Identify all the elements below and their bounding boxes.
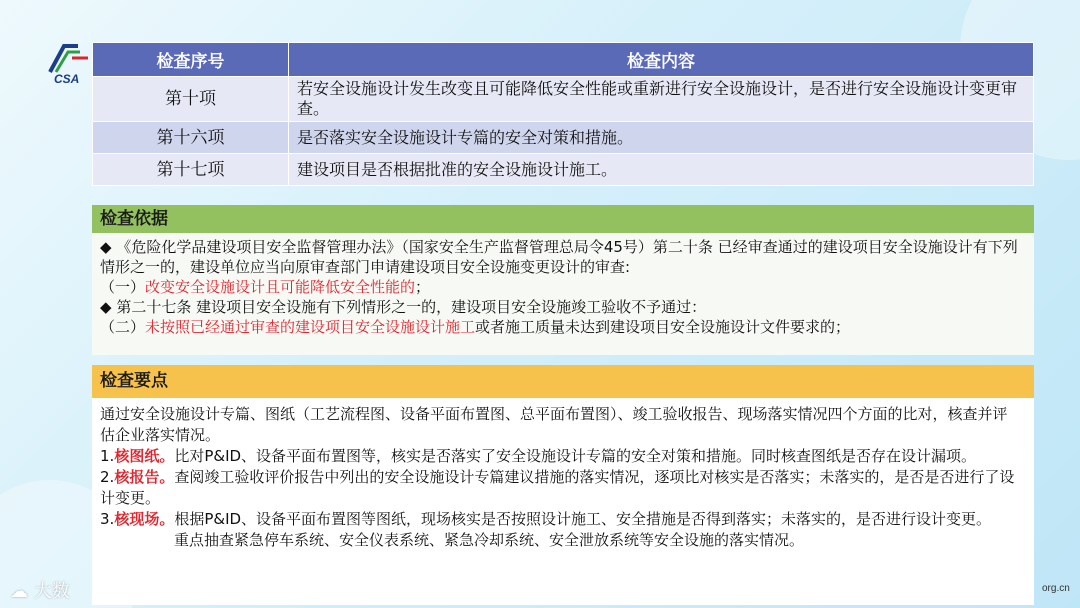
watermark-text: 大数 [33,581,70,602]
basis-line [100,297,1022,317]
basis-rest: 或者施工质量未达到建设项目安全设施设计文件要求的； [475,318,851,336]
basis-body [92,233,1034,337]
key-point-item [100,467,1022,509]
item-number: 3. [100,510,115,528]
basis-title: 检查依据 [92,205,1034,233]
watermark-left [10,577,70,603]
row-content: 若安全设施设计发生改变且可能降低安全性能或重新进行安全设施设计，是否进行安全设施设计变更审查。 [289,77,1034,122]
check-table [92,42,1034,186]
watermark-right: org.cn [1042,583,1070,594]
basis-highlight: 未按照已经通过审查的建设项目安全设施设计施工 [145,318,476,336]
key-points-title: 检查要点 [92,365,1034,398]
logo-text: CSA [54,72,80,84]
item-text: 比对P&ID、设备平面布置图等，核实是否落实了安全设施设计专篇的安全对策和措施。同时核查图纸是否存在设计漏项。 [174,447,977,465]
basis-line [100,277,1022,297]
basis-highlight: 改变安全设施设计且可能降低安全性能的 [145,278,416,296]
basis-text: 《危险化学品建设项目安全监督管理办法》（国家安全生产监督管理总局令45号）第二十条 已经审查通过的建设项目安全设施设计有下列情形之一的，建设单位应当向原审查部门申请建设项目安全设施变更设计的审查: [100,238,1018,276]
row-content: 是否落实安全设施设计专篇的安全对策和措施。 [289,122,1034,154]
watermark-icon: ☁ [10,581,28,602]
item-key: 核报告。 [114,468,175,486]
item-key: 核现场。 [114,510,175,528]
basis-rest: ； [415,278,431,296]
basis-prefix: （二） [100,318,146,336]
table-row [93,77,1034,122]
csa-logo [40,40,96,84]
table-row [93,154,1034,186]
item-key: 核图纸。 [114,447,175,465]
table-row [93,122,1034,154]
header-check-content: 检查内容 [289,43,1034,77]
key-points-body [92,398,1034,551]
basis-text: 第二十七条 建设项目安全设施有下列情形之一的，建设项目安全设施竣工验收不予通过： [116,298,707,316]
row-number: 第十项 [93,77,289,122]
item-number: 2. [100,468,115,486]
key-point-item [100,446,1022,467]
basis-section [92,205,1034,355]
item-number: 1. [100,447,115,465]
key-point-item [100,509,1022,530]
row-number: 第十七项 [93,154,289,186]
diamond-bullet-icon: ◆ [100,238,112,256]
item-text: 根据P&ID、设备平面布置图等图纸，现场核实是否按照设计施工、安全措施是否得到落实；未落实的，是否进行设计变更。 [174,510,992,528]
row-content: 建设项目是否根据批准的安全设施设计施工。 [289,154,1034,186]
item-text: 查阅竣工验收评价报告中列出的安全设施设计专篇建议措施的落实情况，逐项比对核实是否落实；未落实的，是否是否进行了设计变更。 [100,468,1015,507]
header-check-number: 检查序号 [93,43,289,77]
diamond-bullet-icon: ◆ [100,298,112,316]
basis-prefix: （一） [100,278,146,296]
row-number: 第十六项 [93,122,289,154]
basis-line [100,237,1022,277]
key-points-closing: 重点抽查紧急停车系统、安全仪表系统、紧急冷却系统、安全泄放系统等安全设施的落实情况。 [174,531,805,549]
key-points-intro: 通过安全设施设计专篇、图纸（工艺流程图、设备平面布置图、总平面布置图）、竣工验收报告、现场落实情况四个方面的比对，核查并评估企业落实情况。 [100,405,1008,444]
basis-line [100,317,1022,337]
key-points-section [92,365,1034,605]
